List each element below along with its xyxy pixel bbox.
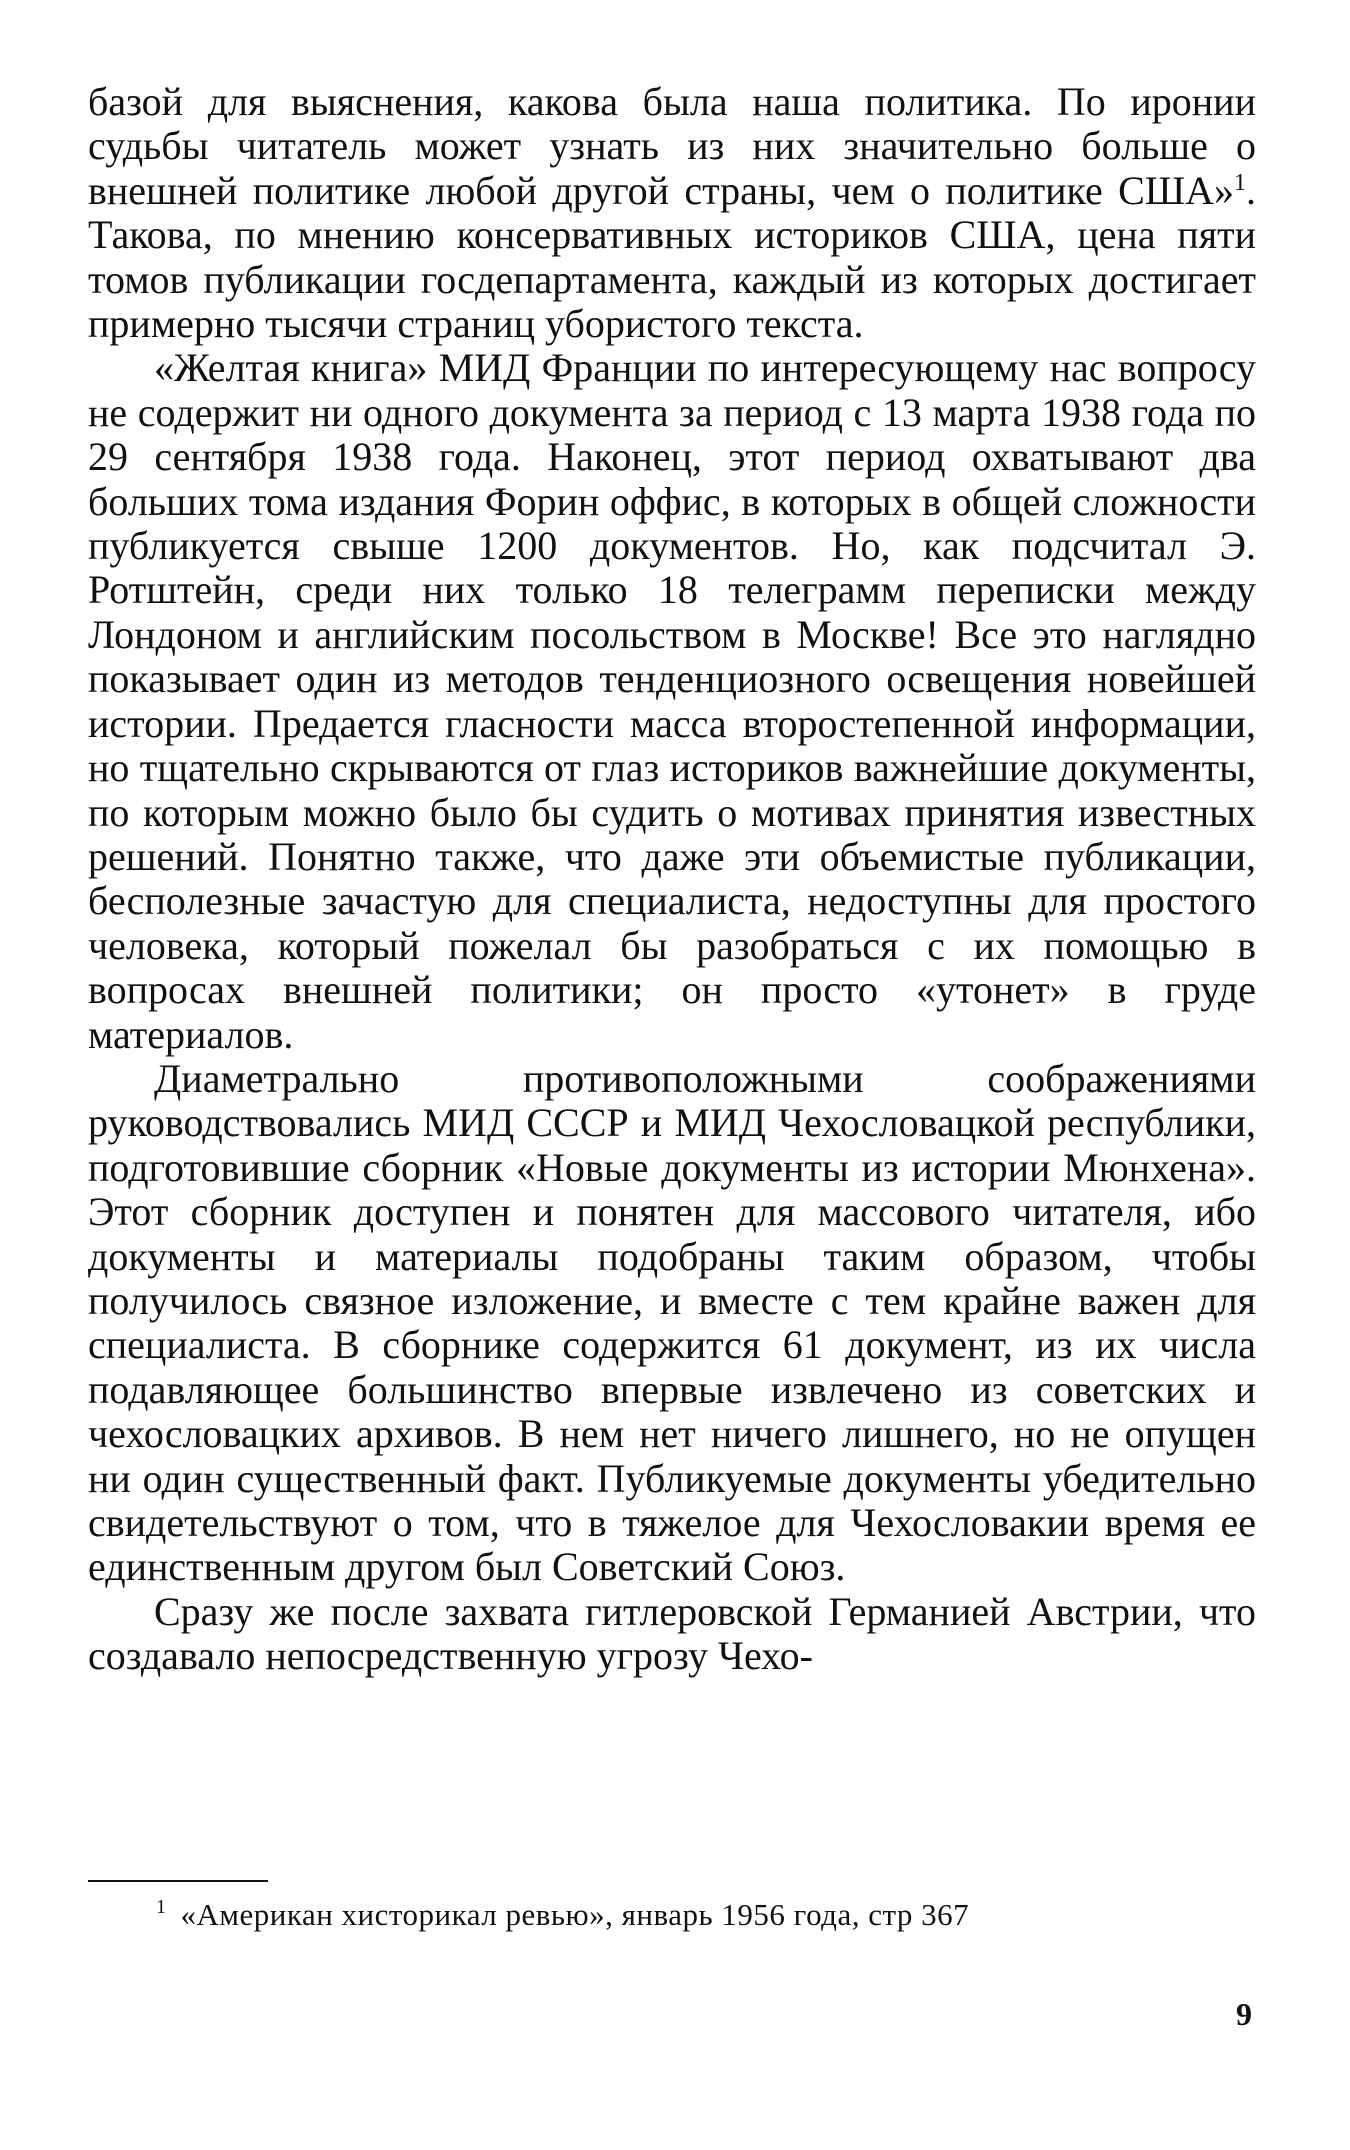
paragraph-1-text-end: . Такова, по мнению консервативных историков США, цена пяти томов публикации госдепартамента, каждый из которых достигает примерно тысячи страниц убористого текста. [88,167,1256,347]
paragraph-1 [88,80,1256,346]
footnote-separator [88,1880,268,1882]
footnote-text: «Американ хисторикал ревью», январь 1956 года, стр 367 [180,1897,970,1932]
paragraph-3: Диаметрально противоположными соображениями руководствовались МИД СССР и МИД Чехословацкой республики, подготовившие сборник «Новые документы из истории Мюнхена». Этот сборник доступен и понятен для массового читателя, ибо документы и материалы подобраны таким образом, чтобы получилось связное изложение, и вместе с тем крайне важен для специалиста. В сборнике содержится 61 документ, из их числа подавляющее большинство впервые извлечено из советских и чехословацких архивов. В нем нет ничего лишнего, но не опущен ни один существенный факт. Публикуемые документы убедительно свидетельствуют о том, что в тяжелое для Чехословакии время ее единственным другом был Советский Союз. [88,1055,1256,1590]
footnote-mark: 1 [156,1896,167,1918]
footnote [156,1895,1256,1935]
page-body [88,80,1256,1679]
page-number: 9 [1236,1996,1252,2032]
paragraph-1-text-start: базой для выяснения, какова была наша политика. По иронии судьбы читатель может узнать из них значительно больше о внешней политике любой другой страны, чем о политике США» [88,79,1256,213]
footnote-reference-mark: 1 [1234,169,1246,196]
paragraph-2: «Желтая книга» МИД Франции по интересующему нас вопросу не содержит ни одного документа за период с 13 марта 1938 года по 29 сентября 1938 года. Наконец, этот период охватывают два больших тома издания Форин оффис, в которых в общей сложности публикуется свыше 1200 документов. Но, как подсчитал Э. Ротштейн, среди них только 18 телеграмм переписки между Лондоном и английским посольством в Москве! Все это наглядно показывает один из методов тенденциозного освещения новейшей истории. Предается гласности масса второстепенной информации, но тщательно скрываются от глаз историков важнейшие документы, по которым можно было бы судить о мотивах принятия известных решений. Понятно также, что даже эти объемистые публикации, бесполезные зачастую для специалиста, недоступны для простого человека, который пожелал бы разобраться с их помощью в вопросах внешней политики; он просто «утонет» в груде материалов. [88,345,1256,1057]
paragraph-4: Сразу же после захвата гитлеровской Германией Австрии, что создавало непосредственную угрозу Чехо- [88,1588,1256,1679]
